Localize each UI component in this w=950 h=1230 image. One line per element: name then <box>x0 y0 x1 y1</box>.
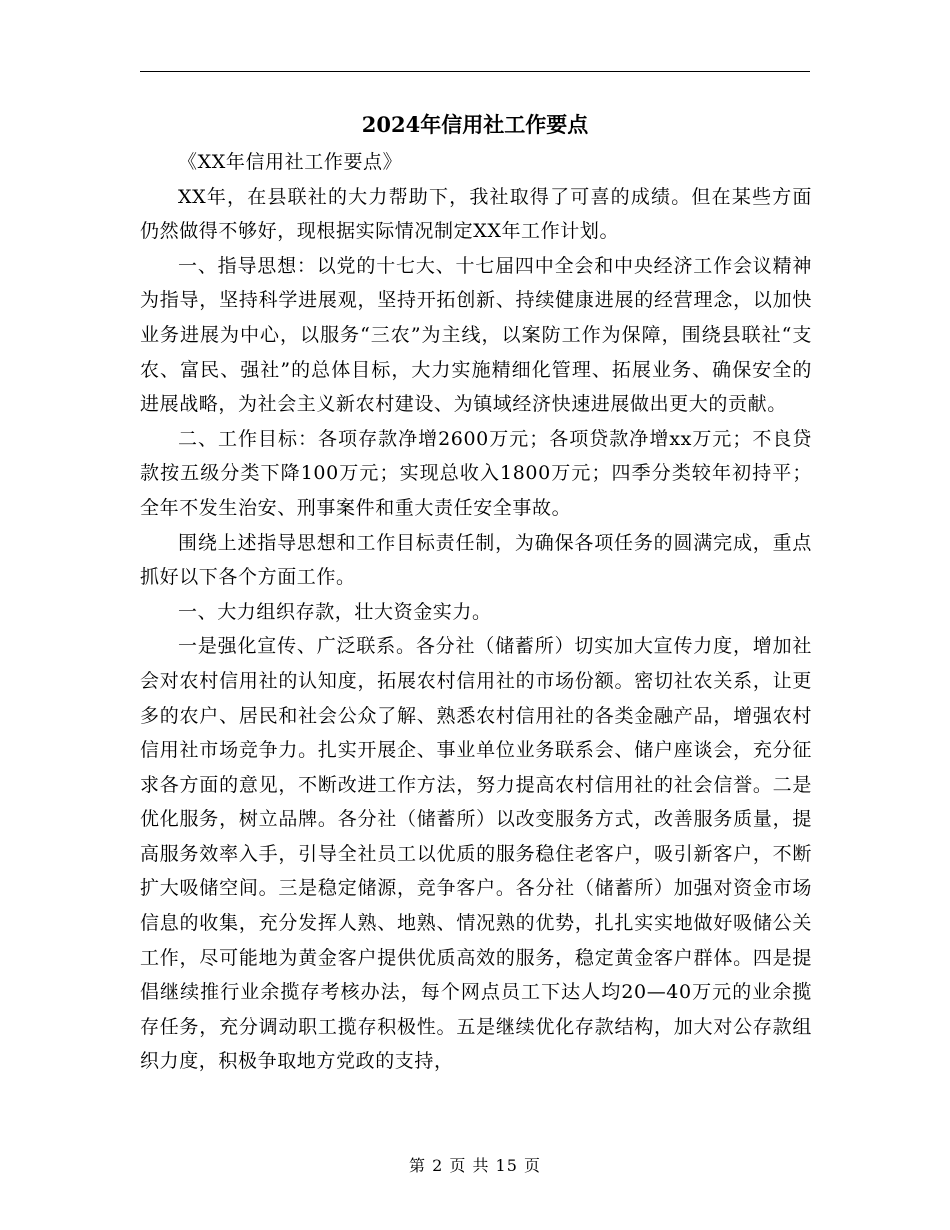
header-rule <box>140 71 810 72</box>
page-footer: 第 2 页 共 15 页 <box>409 1156 541 1175</box>
paragraph-section-one-body: 一是强化宣传、广泛联系。各分社（储蓄所）切实加大宣传力度，增加社会对农村信用社的认知度，拓展农村信用社的市场份额。密切社农关系，让更多的农户、居民和社会公众了解、熟悉农村信用社的各类金融产品，增强农村信用社市场竞争力。扎实开展企、事业单位业务联系会、储户座谈会，充分征求各方面的意见，不断改进工作方法，努力提高农村信用社的社会信誉。二是优化服务，树立品牌。各分社（储蓄所）以改变服务方式，改善服务质量，提高服务效率入手，引导全社员工以优质的服务稳住老客户，吸引新客户，不断扩大吸储空间。三是稳定储源，竞争客户。各分社（储蓄所）加强对资金市场信息的收集，充分发挥人熟、地熟、情况熟的优势，扎扎实实地做好吸储公关工作，尽可能地为黄金客户提供优质高效的服务，稳定黄金客户群体。四是提倡继续推行业余揽存考核办法，每个网点员工下达人均20—40万元的业余揽存任务，充分调动职工揽存积极性。五是继续优化存款结构，加大对公存款组织力度，积极争取地方党政的支持， <box>140 635 812 1073</box>
paragraph-intro: XX年，在县联社的大力帮助下，我社取得了可喜的成绩。但在某些方面仍然做得不够好，现根据实际情况制定XX年工作计划。 <box>140 185 812 243</box>
document-body <box>140 145 812 1079</box>
paragraph-section-one-heading: 一、大力组织存款，壮大资金实力。 <box>178 600 492 623</box>
paragraph-guiding-thought: 一、指导思想：以党的十七大、十七届四中全会和中央经济工作会议精神为指导，坚持科学进展观，坚持开拓创新、持续健康进展的经营理念，以加快业务进展为中心，以服务“三农”为主线，以案防工作为保障，围绕县联社“支农、富民、强社”的总体目标，大力实施精细化管理、拓展业务、确保安全的进展战略，为社会主义新农村建设、为镇域经济快速进展做出更大的贡献。 <box>140 254 812 416</box>
paragraph-work-goals: 二、工作目标：各项存款净增2600万元；各项贷款净增xx万元；不良贷款按五级分类下降100万元；实现总收入1800万元；四季分类较年初持平；全年不发生治安、刑事案件和重大责任安全事故。 <box>140 427 812 519</box>
document-title: 2024年信用社工作要点 <box>361 112 589 137</box>
paragraph-heading-quote: 《XX年信用社工作要点》 <box>178 151 403 173</box>
paragraph-focus: 围绕上述指导思想和工作目标责任制，为确保各项任务的圆满完成，重点抓好以下各个方面工作。 <box>140 531 812 589</box>
